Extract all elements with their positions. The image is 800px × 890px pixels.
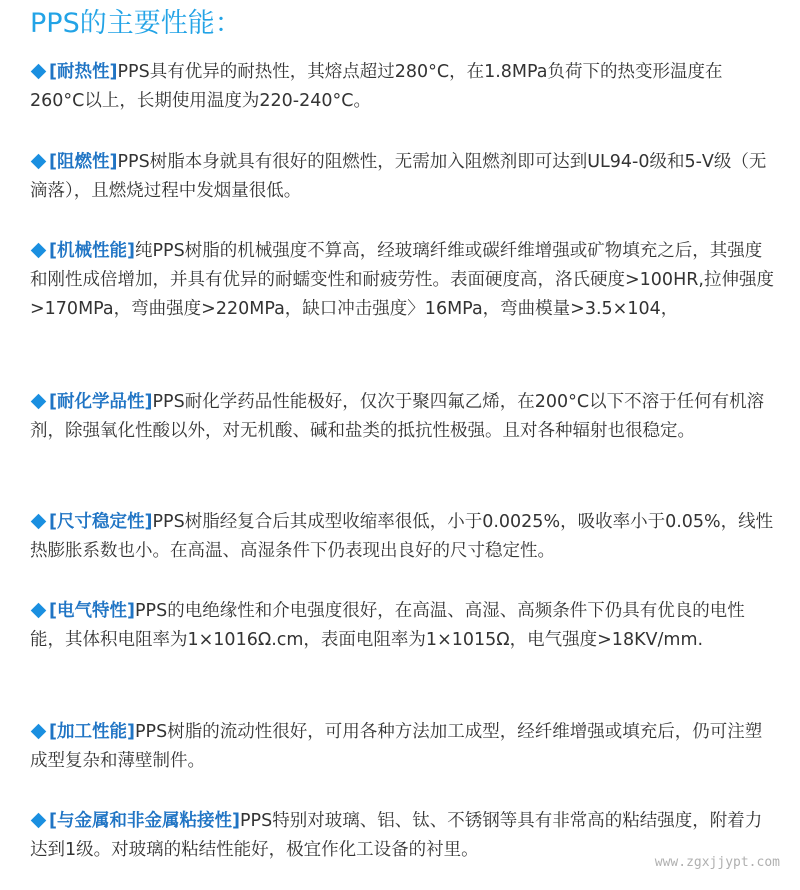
- section-text: 纯PPS树脂的机械强度不算高，经玻璃纤维或碳纤维增强或矿物填充之后，其强度和刚性成倍增加，并具有优异的耐蠕变性和耐疲劳性。表面硬度高，洛氏硬度>100HR,拉伸强度>170MPa，弯曲强度>220MPa，缺口冲击强度〉16MPa，弯曲模量>3.5×104，: [30, 241, 774, 319]
- section-mechanical-properties: [30, 237, 775, 324]
- diamond-bullet-icon: [31, 602, 47, 618]
- diamond-bullet-icon: [31, 393, 47, 409]
- section-label: [尺寸稳定性]: [49, 512, 153, 532]
- diamond-bullet-icon: [31, 242, 47, 258]
- section-heat-resistance: [30, 58, 775, 116]
- section-label: [耐热性]: [49, 62, 118, 82]
- diamond-bullet-icon: [31, 153, 47, 169]
- section-label: [与金属和非金属粘接性]: [49, 811, 240, 831]
- diamond-bullet-icon: [31, 63, 47, 79]
- section-text: PPS的电绝缘性和介电强度很好，在高温、高湿、高频条件下仍具有优良的电性能，其体积电阻率为1×1016Ω.cm，表面电阻率为1×1015Ω，电气强度>18KV/mm.: [30, 601, 745, 650]
- section-label: [阻燃性]: [49, 152, 118, 172]
- section-text: PPS具有优异的耐热性，其熔点超过280°C，在1.8MPa负荷下的热变形温度在260°C以上，长期使用温度为220-240°C。: [30, 62, 723, 111]
- site-watermark: www.zgxjjypt.com: [654, 855, 780, 870]
- diamond-bullet-icon: [31, 513, 47, 529]
- section-dimensional-stability: [30, 508, 775, 566]
- section-chemical-resistance: [30, 388, 775, 446]
- section-flame-retardancy: [30, 148, 775, 206]
- page-title: PPS的主要性能：: [30, 8, 242, 39]
- section-processing-performance: [30, 718, 775, 776]
- section-text: PPS树脂本身就具有很好的阻燃性，无需加入阻燃剂即可达到UL94-0级和5-V级（无滴落），且燃烧过程中发烟量很低。: [30, 152, 767, 201]
- section-text: PPS耐化学药品性能极好，仅次于聚四氟乙烯，在200°C以下不溶于任何有机溶剂，除强氧化性酸以外，对无机酸、碱和盐类的抵抗性极强。且对各种辐射也很稳定。: [30, 392, 765, 441]
- diamond-bullet-icon: [31, 723, 47, 739]
- diamond-bullet-icon: [31, 812, 47, 828]
- section-text: PPS树脂的流动性很好，可用各种方法加工成型，经纤维增强或填充后，仍可注塑成型复杂和薄壁制件。: [30, 722, 763, 771]
- section-label: [加工性能]: [49, 722, 135, 742]
- section-label: [电气特性]: [49, 601, 135, 621]
- section-electrical-properties: [30, 597, 775, 655]
- section-text: PPS特别对玻璃、铝、钛、不锈钢等具有非常高的粘结强度，附着力达到1级。对玻璃的粘结性能好，极宜作化工设备的衬里。: [30, 811, 763, 860]
- section-label: [机械性能]: [49, 241, 135, 261]
- section-text: PPS树脂经复合后其成型收缩率很低，小于0.0025%，吸收率小于0.05%，线性热膨胀系数也小。在高温、高湿条件下仍表现出良好的尺寸稳定性。: [30, 512, 774, 561]
- section-label: [耐化学品性]: [49, 392, 153, 412]
